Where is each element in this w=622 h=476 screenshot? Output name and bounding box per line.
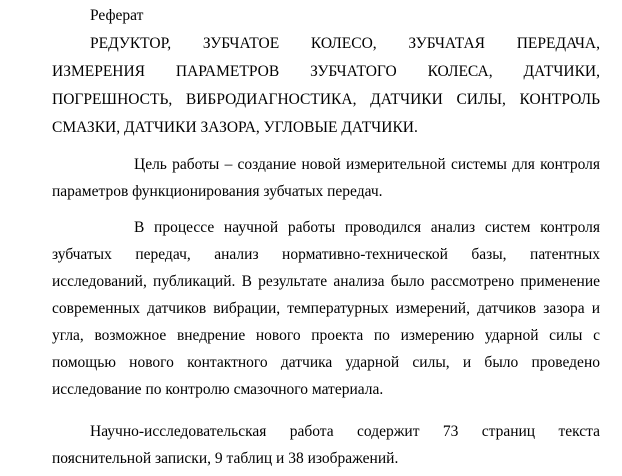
process-line-5: угла, возможное внедрение нового проекта по измерению ударной силы с	[52, 327, 600, 344]
abstract-heading: Реферат	[90, 7, 144, 24]
keywords-line-4: СМАЗКИ, ДАТЧИКИ ЗАЗОРА, УГЛОВЫЕ ДАТЧИКИ.	[52, 119, 418, 136]
goal-line-2: параметров функционирования зубчатых передач.	[52, 183, 383, 200]
keywords-line-2: ИЗМЕРЕНИЯ ПАРАМЕТРОВ ЗУБЧАТОГО КОЛЕСА, ДАТЧИКИ,	[52, 63, 600, 80]
process-line-7: исследование по контролю смазочного материала.	[52, 381, 384, 398]
process-line-4: современных датчиков вибрации, температурных измерений, датчиков зазора и	[52, 300, 600, 317]
summary-line-1: Научно-исследовательская работа содержит 73 страниц текста	[90, 423, 600, 440]
summary-line-2: пояснительной записки, 9 таблиц и 38 изображений.	[52, 450, 399, 467]
process-line-6: помощью нового контактного датчика ударной силы, и было проведено	[52, 354, 600, 371]
process-line-3: исследований, публикаций. В результате анализа было рассмотрено применение	[52, 273, 600, 290]
keywords-line-3: ПОГРЕШНОСТЬ, ВИБРОДИАГНОСТИКА, ДАТЧИКИ СИЛЫ, КОНТРОЛЬ	[52, 91, 600, 108]
goal-line-1: Цель работы – создание новой измерительной системы для контроля	[134, 156, 600, 173]
keywords-line-1: РЕДУКТОР, ЗУБЧАТОЕ КОЛЕСО, ЗУБЧАТАЯ ПЕРЕДАЧА,	[90, 35, 600, 52]
process-line-1: В процессе научной работы проводился анализ систем контроля	[134, 219, 600, 236]
process-line-2: зубчатых передач, анализ нормативно-технической базы, патентных	[52, 246, 600, 263]
